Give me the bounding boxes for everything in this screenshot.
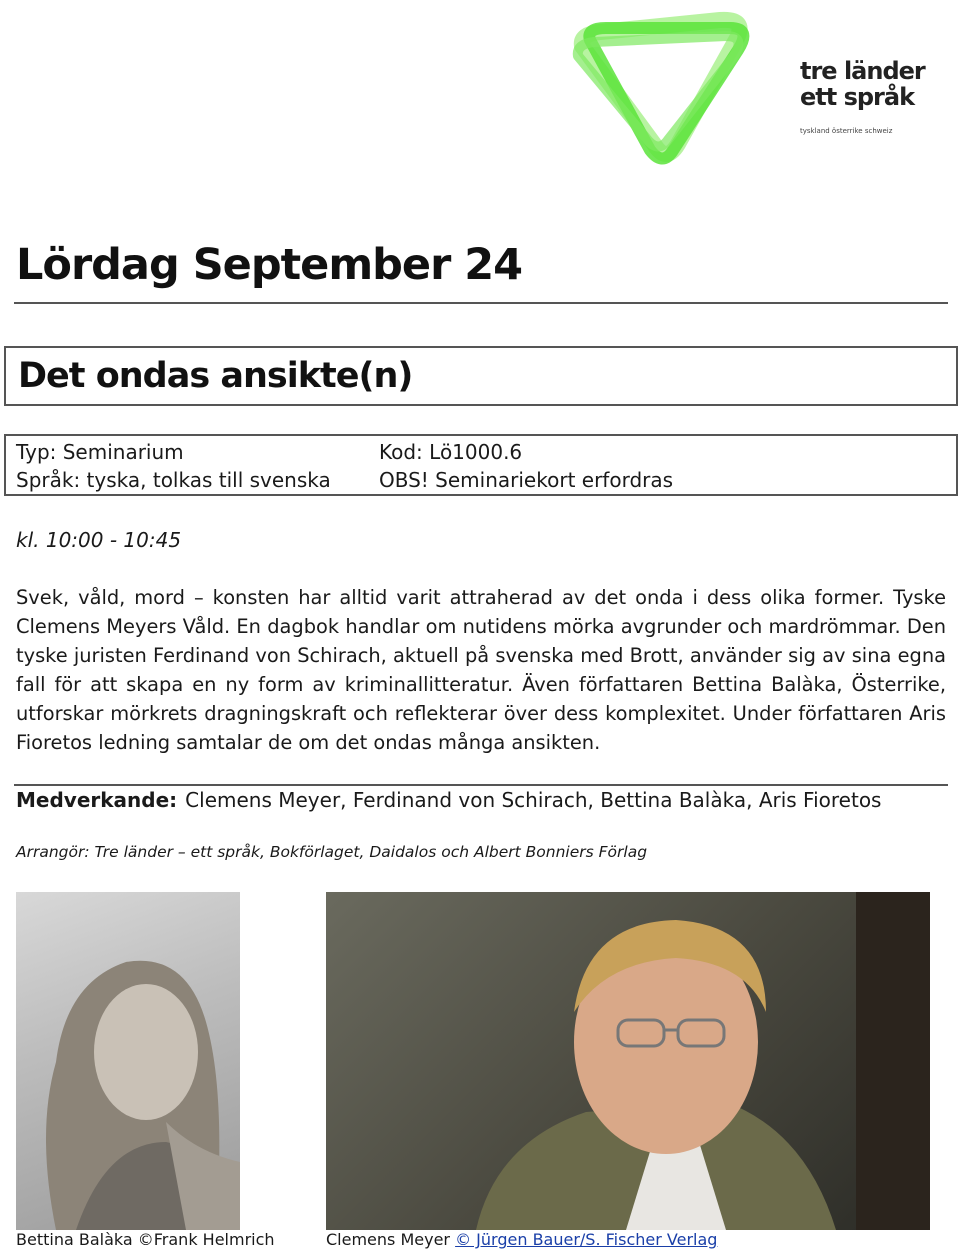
participants <box>16 788 881 812</box>
photo-credit-link[interactable]: © Jürgen Bauer/S. Fischer Verlag <box>455 1230 718 1249</box>
info-note: OBS! Seminariekort erfordras <box>379 468 674 492</box>
photo-bettina-balaka <box>16 892 240 1230</box>
info-language: Språk: tyska, tolkas till svenska <box>16 468 331 492</box>
logo-text <box>800 58 925 136</box>
logo-subline: tyskland österrike schweiz <box>800 127 893 135</box>
info-box <box>4 434 958 496</box>
logo <box>570 6 930 166</box>
event-time: kl. 10:00 - 10:45 <box>16 528 182 552</box>
organizer: Arrangör: Tre länder – ett språk, Bokförlaget, Daidalos och Albert Bonniers Förlag <box>16 843 648 861</box>
info-code: Kod: Lö1000.6 <box>379 440 523 464</box>
event-description: Svek, våld, mord – konsten har alltid varit attraherad av det onda i dess olika former. Tyske Clemens Meyers Våld. En dagbok handlar om nutidens mörka avgrunder och mardrömmar. Den tyske juristen Ferdinand von Schirach, aktuell på svenska med Brott, använder sig av sina egna fall för att skapa en ny form av kriminallitteratur. Även författaren Bettina Balàka, Österrike, utforskar mörkrets dragningskraft och reflekterar över dess komplexitet. Under författaren Aris Fioretos ledning samtalar de om det ondas många ansikten. <box>16 586 946 754</box>
logo-line-1: tre länder <box>800 57 925 85</box>
event-title-box <box>4 346 958 406</box>
divider <box>14 784 948 786</box>
participants-names: Clemens Meyer, Ferdinand von Schirach, Bettina Balàka, Aris Fioretos <box>185 788 882 812</box>
event-title: Det ondas ansikte(n) <box>18 356 413 396</box>
divider <box>14 302 948 304</box>
page-title: Lördag September 24 <box>16 240 523 290</box>
participants-label: Medverkande: <box>16 788 178 812</box>
photo-clemens-meyer <box>326 892 930 1230</box>
caption-photo-2 <box>326 1230 717 1249</box>
info-type: Typ: Seminarium <box>16 440 184 464</box>
logo-line-2: ett språk <box>800 83 915 111</box>
caption-photo-1: Bettina Balàka ©Frank Helmrich <box>16 1230 275 1249</box>
triangle-logo-icon <box>570 6 800 166</box>
caption-photo-2-name: Clemens Meyer <box>326 1230 450 1249</box>
